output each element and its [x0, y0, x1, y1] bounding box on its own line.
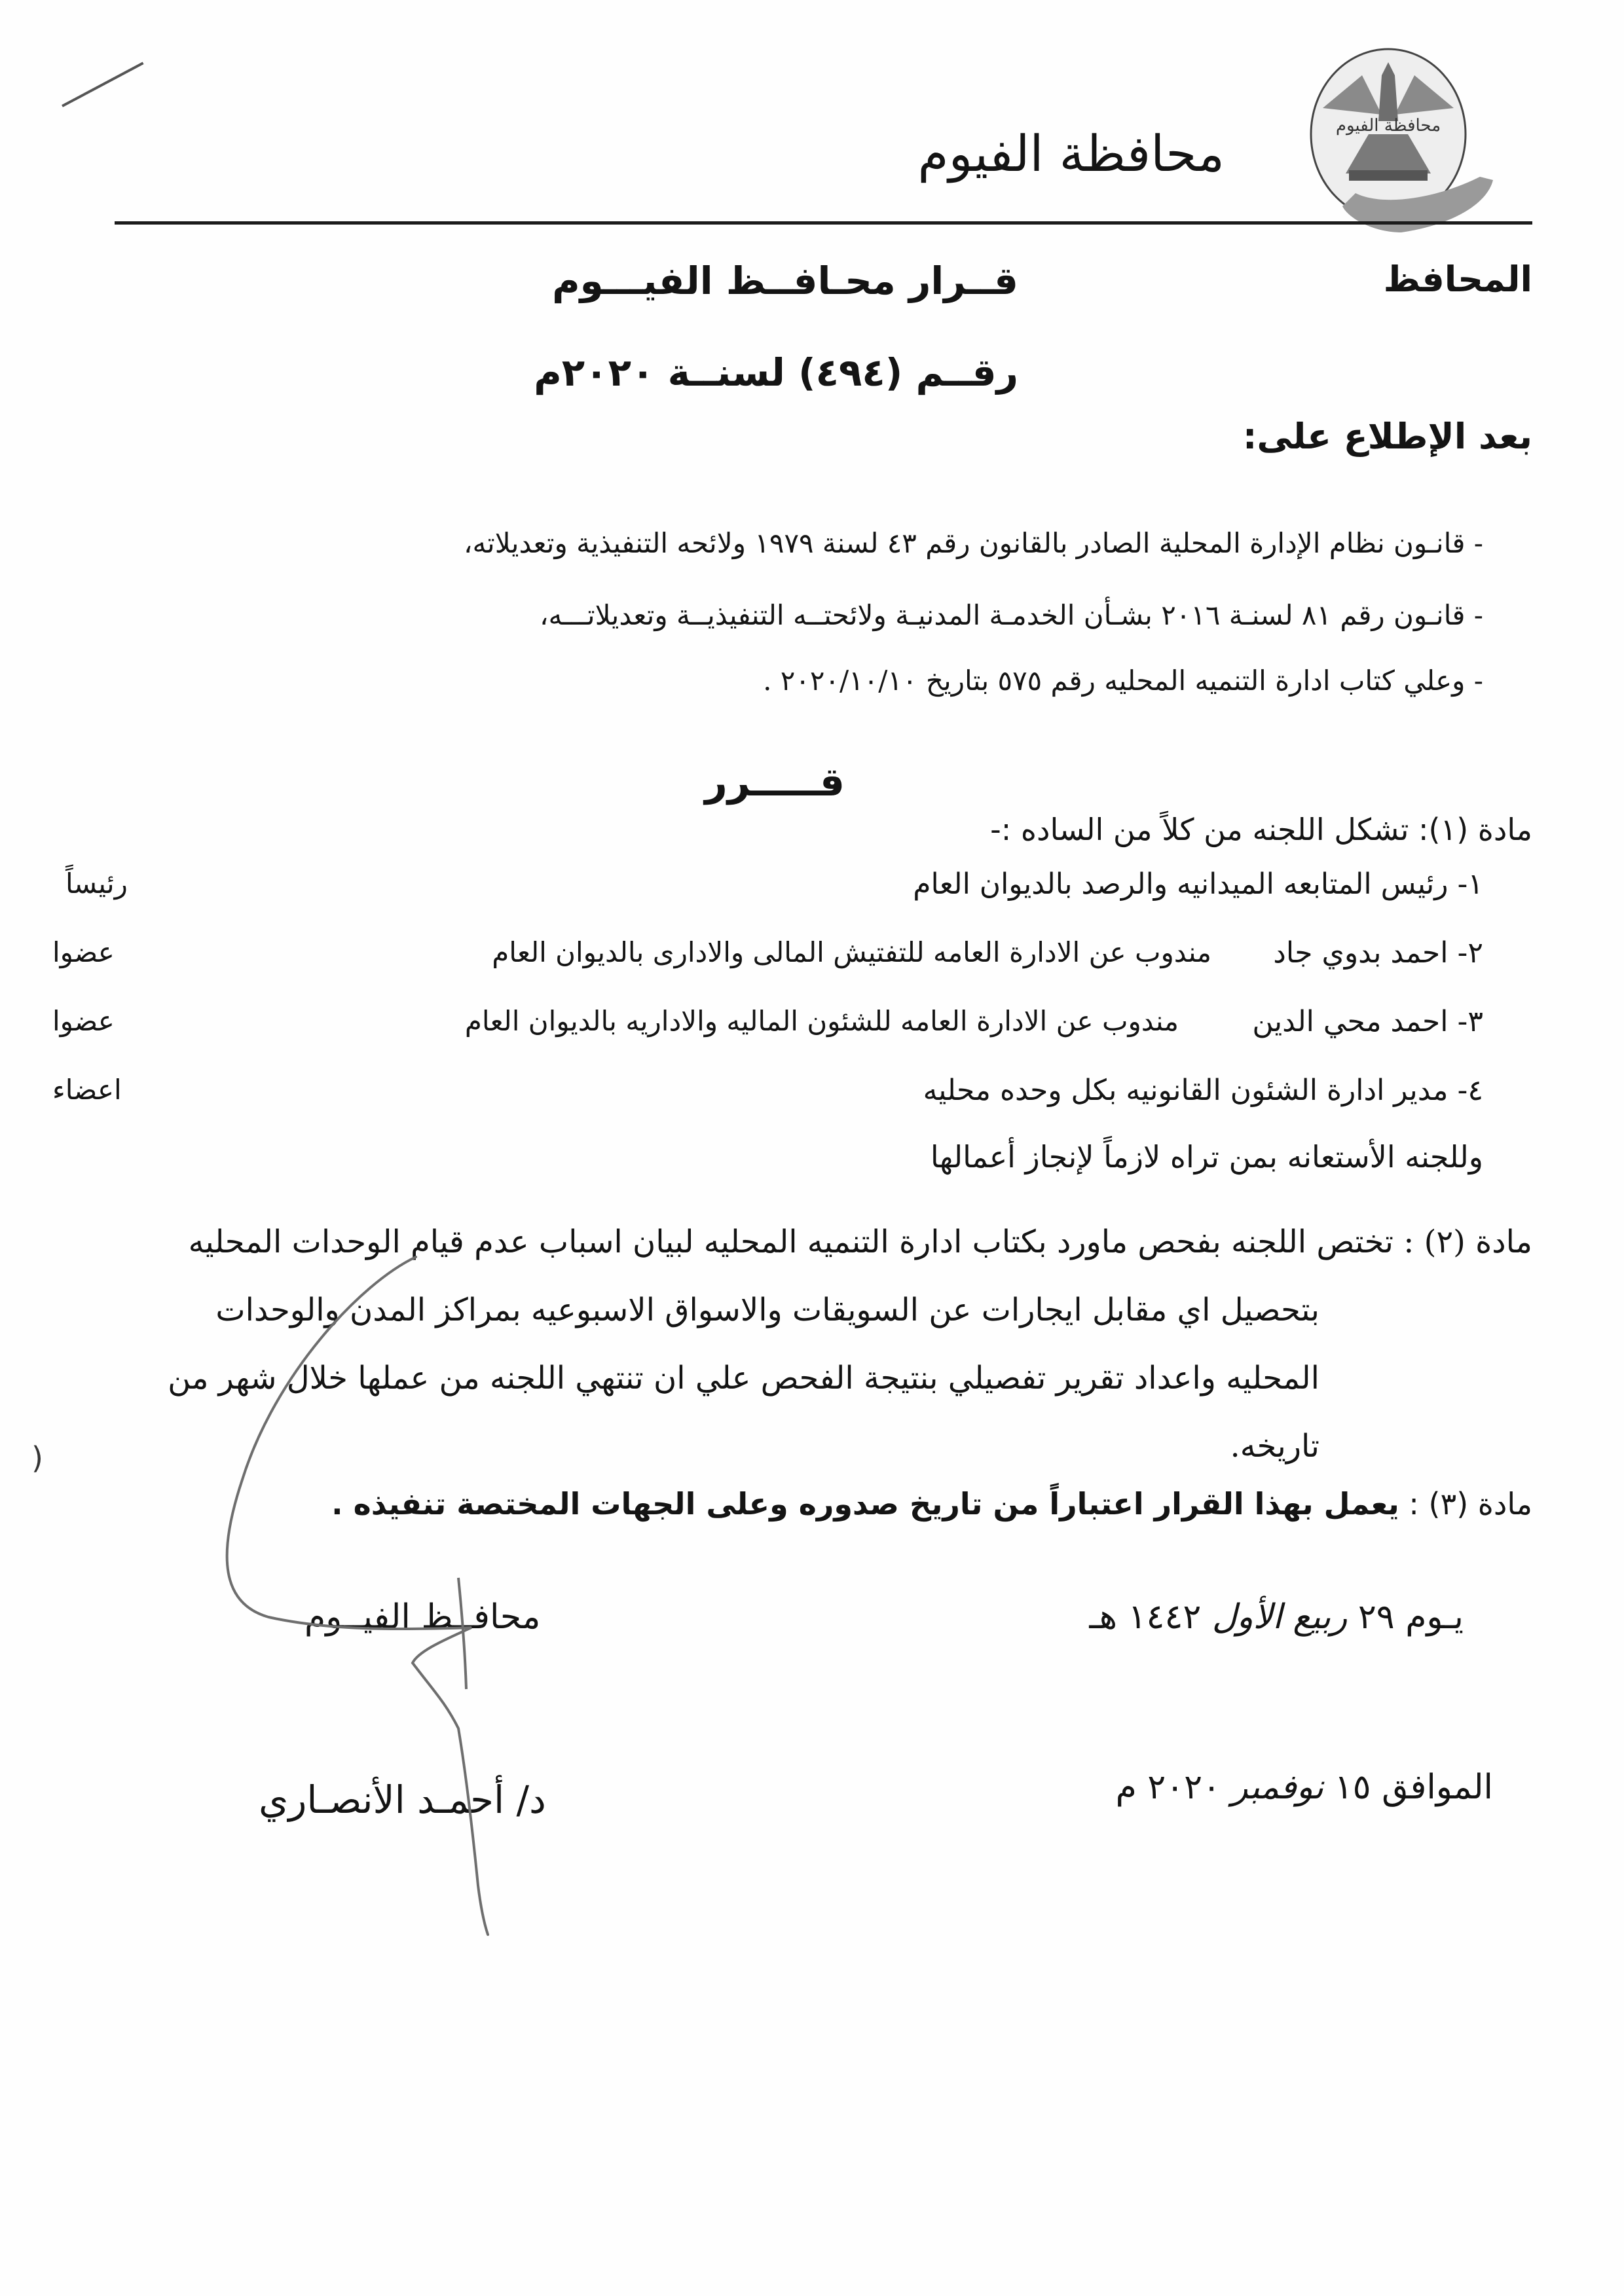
member-row	[1252, 1005, 1483, 1038]
hijri-year: ١٤٤٢ هـ	[1089, 1597, 1202, 1637]
member-row	[913, 867, 1483, 901]
member-role: عضوا	[52, 936, 115, 968]
svg-text:محافظة الفيوم: محافظة الفيوم	[1335, 116, 1441, 136]
hijri-day: يـوم ٢٩	[1357, 1597, 1464, 1637]
member-role: عضوا	[52, 1005, 115, 1037]
resolved-heading: قـــــرر	[705, 759, 845, 805]
greg-day: الموافق ١٥	[1334, 1768, 1493, 1807]
member-index: ٢-	[1457, 936, 1483, 970]
signer-title: محافــظ الفيــوم	[304, 1597, 541, 1637]
reference-item: - قانـون نظام الإدارة المحلية الصادر بالقانون رقم ٤٣ لسنة ١٩٧٩ ولائحه التنفيذية وتعديلاته،	[463, 527, 1483, 559]
hijri-date	[1089, 1597, 1464, 1637]
reference-item: - وعلي كتاب ادارة التنميه المحليه رقم ٥٧٥ بتاريخ ٢٠٢٠/١٠/١٠ .	[763, 665, 1483, 697]
article2-line: تاريخه.	[1230, 1428, 1320, 1465]
article3-text: يعمل بهذا القرار اعتباراً من تاريخ صدوره وعلى الجهات المختصة تنفيذه .	[331, 1486, 1399, 1522]
member-row	[1273, 936, 1483, 970]
governorate-emblem-icon	[1283, 36, 1506, 252]
article3-paragraph	[331, 1486, 1532, 1522]
signer-name: د/ أحمـد الأنصـاري	[259, 1777, 546, 1822]
header-divider	[115, 221, 1532, 225]
decree-title: قــرار محـافــظ الفيـــوم	[552, 259, 1018, 303]
hijri-month: ربيع الأول	[1211, 1597, 1348, 1637]
article1-heading: مادة (١): تشكل اللجنه من كلاً من الساده :-	[990, 812, 1532, 847]
office-label: المحافظ	[1383, 259, 1532, 300]
member-description: رئيس المتابعه الميدانيه والرصد بالديوان العام	[913, 867, 1449, 901]
greg-year: ٢٠٢٠ م	[1115, 1768, 1221, 1807]
article3-label: مادة (٣) :	[1409, 1486, 1532, 1522]
greg-month: نوفمبر	[1231, 1768, 1324, 1807]
after-review-heading: بعد الإطلاع على:	[1242, 416, 1532, 457]
assistance-note: وللجنه الأستعانه بمن تراه لازماً لإنجاز أعمالها	[930, 1139, 1483, 1175]
member-role: اعضاء	[52, 1074, 122, 1106]
member-description: مندوب عن الادارة العامه للشئون الماليه والاداريه بالديوان العام	[464, 1005, 1179, 1037]
reference-item: - قانـون رقم ٨١ لسنـة ٢٠١٦ بشـأن الخدمـة المدنيـة ولائحتــه التنفيذيــة وتعديلاتـــه،	[539, 599, 1483, 631]
member-description: مدير ادارة الشئون القانونيه بكل وحده محليه	[923, 1074, 1449, 1107]
article2-line: بتحصيل اي مقابل ايجارات عن السويقات والاسواق الاسبوعيه بمراكز المدن والوحدات	[215, 1292, 1320, 1328]
article2-paragraph	[52, 1208, 1532, 1480]
member-name: احمد محي الدين	[1252, 1005, 1449, 1038]
member-index: ١-	[1457, 867, 1483, 901]
decree-number: رقــم (٤٩٤) لسنــة ٢٠٢٠م	[534, 350, 1018, 395]
member-index: ٤-	[1457, 1074, 1483, 1107]
member-index: ٣-	[1457, 1005, 1483, 1038]
member-row	[923, 1074, 1483, 1107]
article2-line: مادة (٢) : تختص اللجنه بفحص ماورد بكتاب ادارة التنميه المحليه لبيان اسباب عدم قيام الوحدات المحليه	[188, 1224, 1532, 1260]
member-name: احمد بدوي جاد	[1273, 936, 1449, 970]
article2-line: المحليه واعداد تقرير تفصيلي بنتيجة الفحص علي ان تنتهي اللجنه من عملها خلال شهر من	[168, 1360, 1320, 1396]
member-description: مندوب عن الادارة العامه للتفتيش المالى والادارى بالديوان العام	[492, 936, 1211, 968]
gregorian-date	[1116, 1768, 1493, 1807]
governorate-name: محافظة الفيوم	[917, 124, 1225, 183]
scan-mark	[62, 62, 143, 107]
scan-mark: )	[31, 1440, 43, 1476]
member-role: رئيساً	[65, 867, 128, 900]
